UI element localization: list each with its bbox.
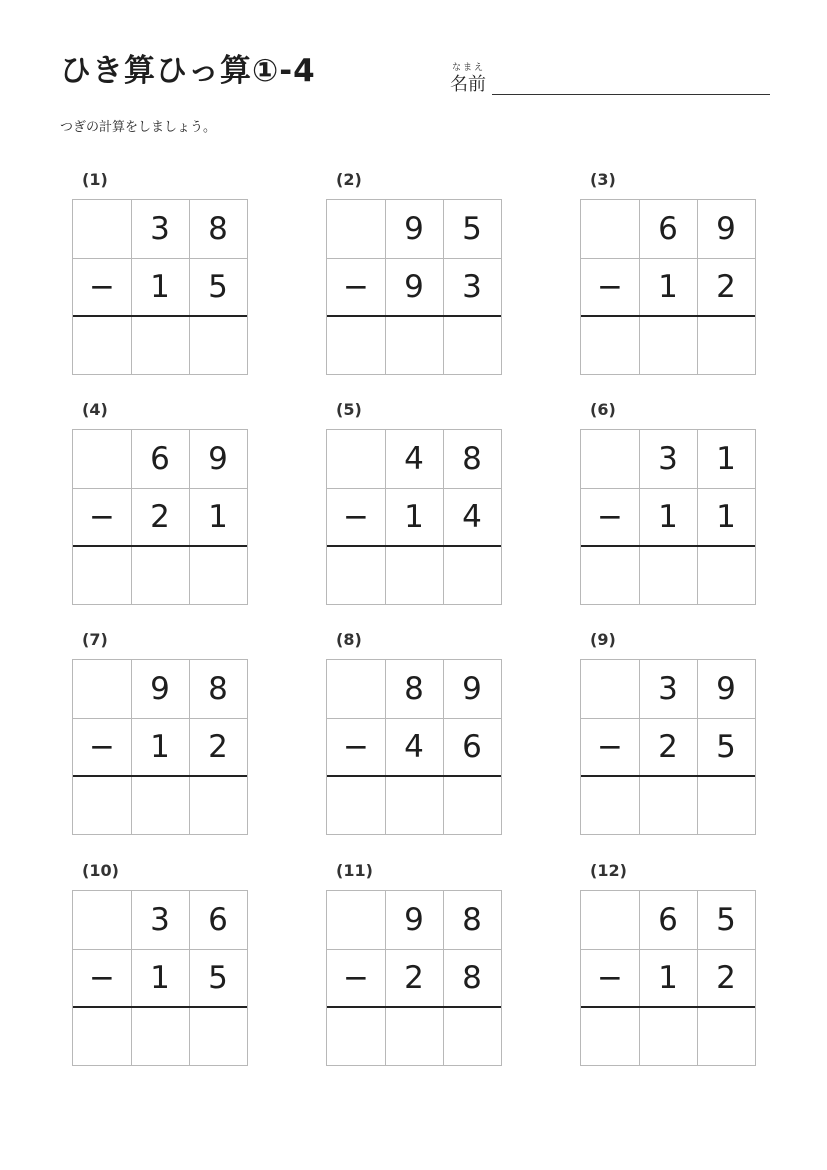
problem-label: (9) [590, 630, 616, 649]
problem-3 [580, 170, 756, 380]
answer-grid [580, 429, 756, 605]
problem-2 [326, 170, 502, 380]
answer-cell-tens[interactable] [131, 1007, 189, 1065]
minuend-ones: 9 [208, 441, 228, 477]
minuend-ones: 9 [462, 671, 482, 707]
answer-cell-ones[interactable] [697, 1007, 755, 1065]
answer-cell-hundreds[interactable] [581, 776, 639, 834]
answer-cell-tens[interactable] [385, 1007, 443, 1065]
problem-6 [580, 400, 756, 610]
problem-5 [326, 400, 502, 610]
minus-sign: − [89, 269, 115, 305]
problem-label: (6) [590, 400, 616, 419]
subtrahend-ones: 1 [208, 499, 228, 535]
minuend-tens: 4 [404, 441, 424, 477]
minuend-ones: 8 [208, 671, 228, 707]
minuend-ones: 9 [716, 211, 736, 247]
subtrahend-tens: 1 [658, 499, 678, 535]
answer-grid [580, 659, 756, 835]
minuend-ones: 1 [716, 441, 736, 477]
problem-4 [72, 400, 248, 610]
worksheet-title: ひき算ひっ算①-4 [60, 53, 316, 89]
empty-cell [73, 430, 131, 488]
subtrahend-ones: 5 [208, 960, 228, 996]
answer-cell-tens[interactable] [639, 1007, 697, 1065]
minus-sign: − [343, 960, 369, 996]
answer-cell-hundreds[interactable] [327, 776, 385, 834]
answer-grid [580, 199, 756, 375]
subtrahend-ones: 8 [462, 960, 482, 996]
minuend-ones: 8 [462, 441, 482, 477]
subtrahend-tens: 1 [150, 269, 170, 305]
answer-cell-ones[interactable] [189, 316, 247, 374]
empty-cell [327, 891, 385, 949]
empty-cell [327, 660, 385, 718]
empty-cell [327, 200, 385, 258]
answer-cell-hundreds[interactable] [327, 546, 385, 604]
answer-cell-hundreds[interactable] [73, 1007, 131, 1065]
minuend-tens: 9 [404, 211, 424, 247]
problem-label: (12) [590, 861, 627, 880]
problem-7 [72, 630, 248, 840]
subtrahend-ones: 3 [462, 269, 482, 305]
minuend-ones: 9 [716, 671, 736, 707]
problem-10 [72, 861, 248, 1071]
minuend-tens: 6 [658, 211, 678, 247]
minuend-ones: 8 [462, 902, 482, 938]
answer-grid [326, 890, 502, 1066]
subtrahend-tens: 1 [658, 269, 678, 305]
answer-cell-hundreds[interactable] [73, 546, 131, 604]
minuend-tens: 3 [658, 441, 678, 477]
answer-cell-ones[interactable] [189, 1007, 247, 1065]
answer-cell-tens[interactable] [131, 776, 189, 834]
answer-cell-ones[interactable] [443, 776, 501, 834]
problem-1 [72, 170, 248, 380]
answer-grid [72, 659, 248, 835]
answer-cell-ones[interactable] [443, 1007, 501, 1065]
minus-sign: − [89, 729, 115, 765]
answer-grid [72, 199, 248, 375]
minuend-tens: 6 [150, 441, 170, 477]
empty-cell [73, 200, 131, 258]
answer-cell-hundreds[interactable] [581, 316, 639, 374]
subtrahend-tens: 9 [404, 269, 424, 305]
answer-cell-ones[interactable] [697, 546, 755, 604]
subtrahend-tens: 1 [150, 729, 170, 765]
answer-cell-hundreds[interactable] [327, 1007, 385, 1065]
answer-cell-tens[interactable] [385, 546, 443, 604]
minuend-tens: 9 [150, 671, 170, 707]
problem-label: (3) [590, 170, 616, 189]
answer-grid [326, 429, 502, 605]
problem-8 [326, 630, 502, 840]
subtrahend-ones: 6 [462, 729, 482, 765]
minuend-tens: 3 [658, 671, 678, 707]
empty-cell [581, 891, 639, 949]
subtrahend-tens: 2 [658, 729, 678, 765]
answer-cell-ones[interactable] [443, 316, 501, 374]
problem-label: (7) [82, 630, 108, 649]
problem-9 [580, 630, 756, 840]
minus-sign: − [89, 960, 115, 996]
empty-cell [73, 891, 131, 949]
minuend-tens: 6 [658, 902, 678, 938]
name-area [448, 60, 770, 96]
problem-label: (1) [82, 170, 108, 189]
minus-sign: − [343, 269, 369, 305]
problem-label: (4) [82, 400, 108, 419]
subtrahend-tens: 2 [404, 960, 424, 996]
minuend-ones: 5 [716, 902, 736, 938]
answer-cell-hundreds[interactable] [327, 316, 385, 374]
problem-label: (5) [336, 400, 362, 419]
problem-label: (2) [336, 170, 362, 189]
name-write-line[interactable] [492, 94, 770, 95]
minuend-tens: 3 [150, 211, 170, 247]
subtrahend-tens: 1 [658, 960, 678, 996]
subtrahend-ones: 2 [716, 960, 736, 996]
answer-cell-hundreds[interactable] [581, 546, 639, 604]
subtrahend-tens: 2 [150, 499, 170, 535]
answer-grid [72, 890, 248, 1066]
name-ruby: なまえ [452, 63, 486, 73]
answer-cell-tens[interactable] [639, 546, 697, 604]
subtrahend-tens: 1 [150, 960, 170, 996]
answer-cell-ones[interactable] [697, 776, 755, 834]
answer-grid [72, 429, 248, 605]
answer-grid [326, 199, 502, 375]
answer-cell-ones[interactable] [189, 546, 247, 604]
subtrahend-ones: 5 [208, 269, 228, 305]
answer-grid [580, 890, 756, 1066]
minuend-tens: 8 [404, 671, 424, 707]
answer-cell-hundreds[interactable] [73, 316, 131, 374]
name-label: 名前 [450, 74, 486, 95]
problem-label: (8) [336, 630, 362, 649]
answer-cell-ones[interactable] [697, 316, 755, 374]
empty-cell [581, 430, 639, 488]
problem-label: (11) [336, 861, 373, 880]
subtrahend-ones: 5 [716, 729, 736, 765]
minus-sign: − [343, 729, 369, 765]
answer-grid [326, 659, 502, 835]
problem-label: (10) [82, 861, 119, 880]
answer-cell-tens[interactable] [385, 316, 443, 374]
minus-sign: − [343, 499, 369, 535]
problem-11 [326, 861, 502, 1071]
minuend-tens: 9 [404, 902, 424, 938]
minuend-ones: 5 [462, 211, 482, 247]
subtrahend-ones: 2 [716, 269, 736, 305]
empty-cell [581, 200, 639, 258]
minus-sign: − [597, 729, 623, 765]
subtrahend-tens: 1 [404, 499, 424, 535]
answer-cell-tens[interactable] [639, 776, 697, 834]
answer-cell-hundreds[interactable] [73, 776, 131, 834]
answer-cell-ones[interactable] [443, 546, 501, 604]
subtrahend-ones: 4 [462, 499, 482, 535]
answer-cell-tens[interactable] [131, 546, 189, 604]
minus-sign: − [89, 499, 115, 535]
answer-cell-tens[interactable] [639, 316, 697, 374]
subtrahend-tens: 4 [404, 729, 424, 765]
minuend-tens: 3 [150, 902, 170, 938]
empty-cell [73, 660, 131, 718]
answer-cell-hundreds[interactable] [581, 1007, 639, 1065]
instruction-text: つぎの計算をしましょう。 [60, 120, 217, 135]
minus-sign: − [597, 499, 623, 535]
minuend-ones: 8 [208, 211, 228, 247]
empty-cell [581, 660, 639, 718]
answer-cell-ones[interactable] [189, 776, 247, 834]
answer-cell-tens[interactable] [131, 316, 189, 374]
minuend-ones: 6 [208, 902, 228, 938]
minus-sign: − [597, 269, 623, 305]
problem-12 [580, 861, 756, 1071]
subtrahend-ones: 2 [208, 729, 228, 765]
subtrahend-ones: 1 [716, 499, 736, 535]
minus-sign: − [597, 960, 623, 996]
answer-cell-tens[interactable] [385, 776, 443, 834]
empty-cell [327, 430, 385, 488]
